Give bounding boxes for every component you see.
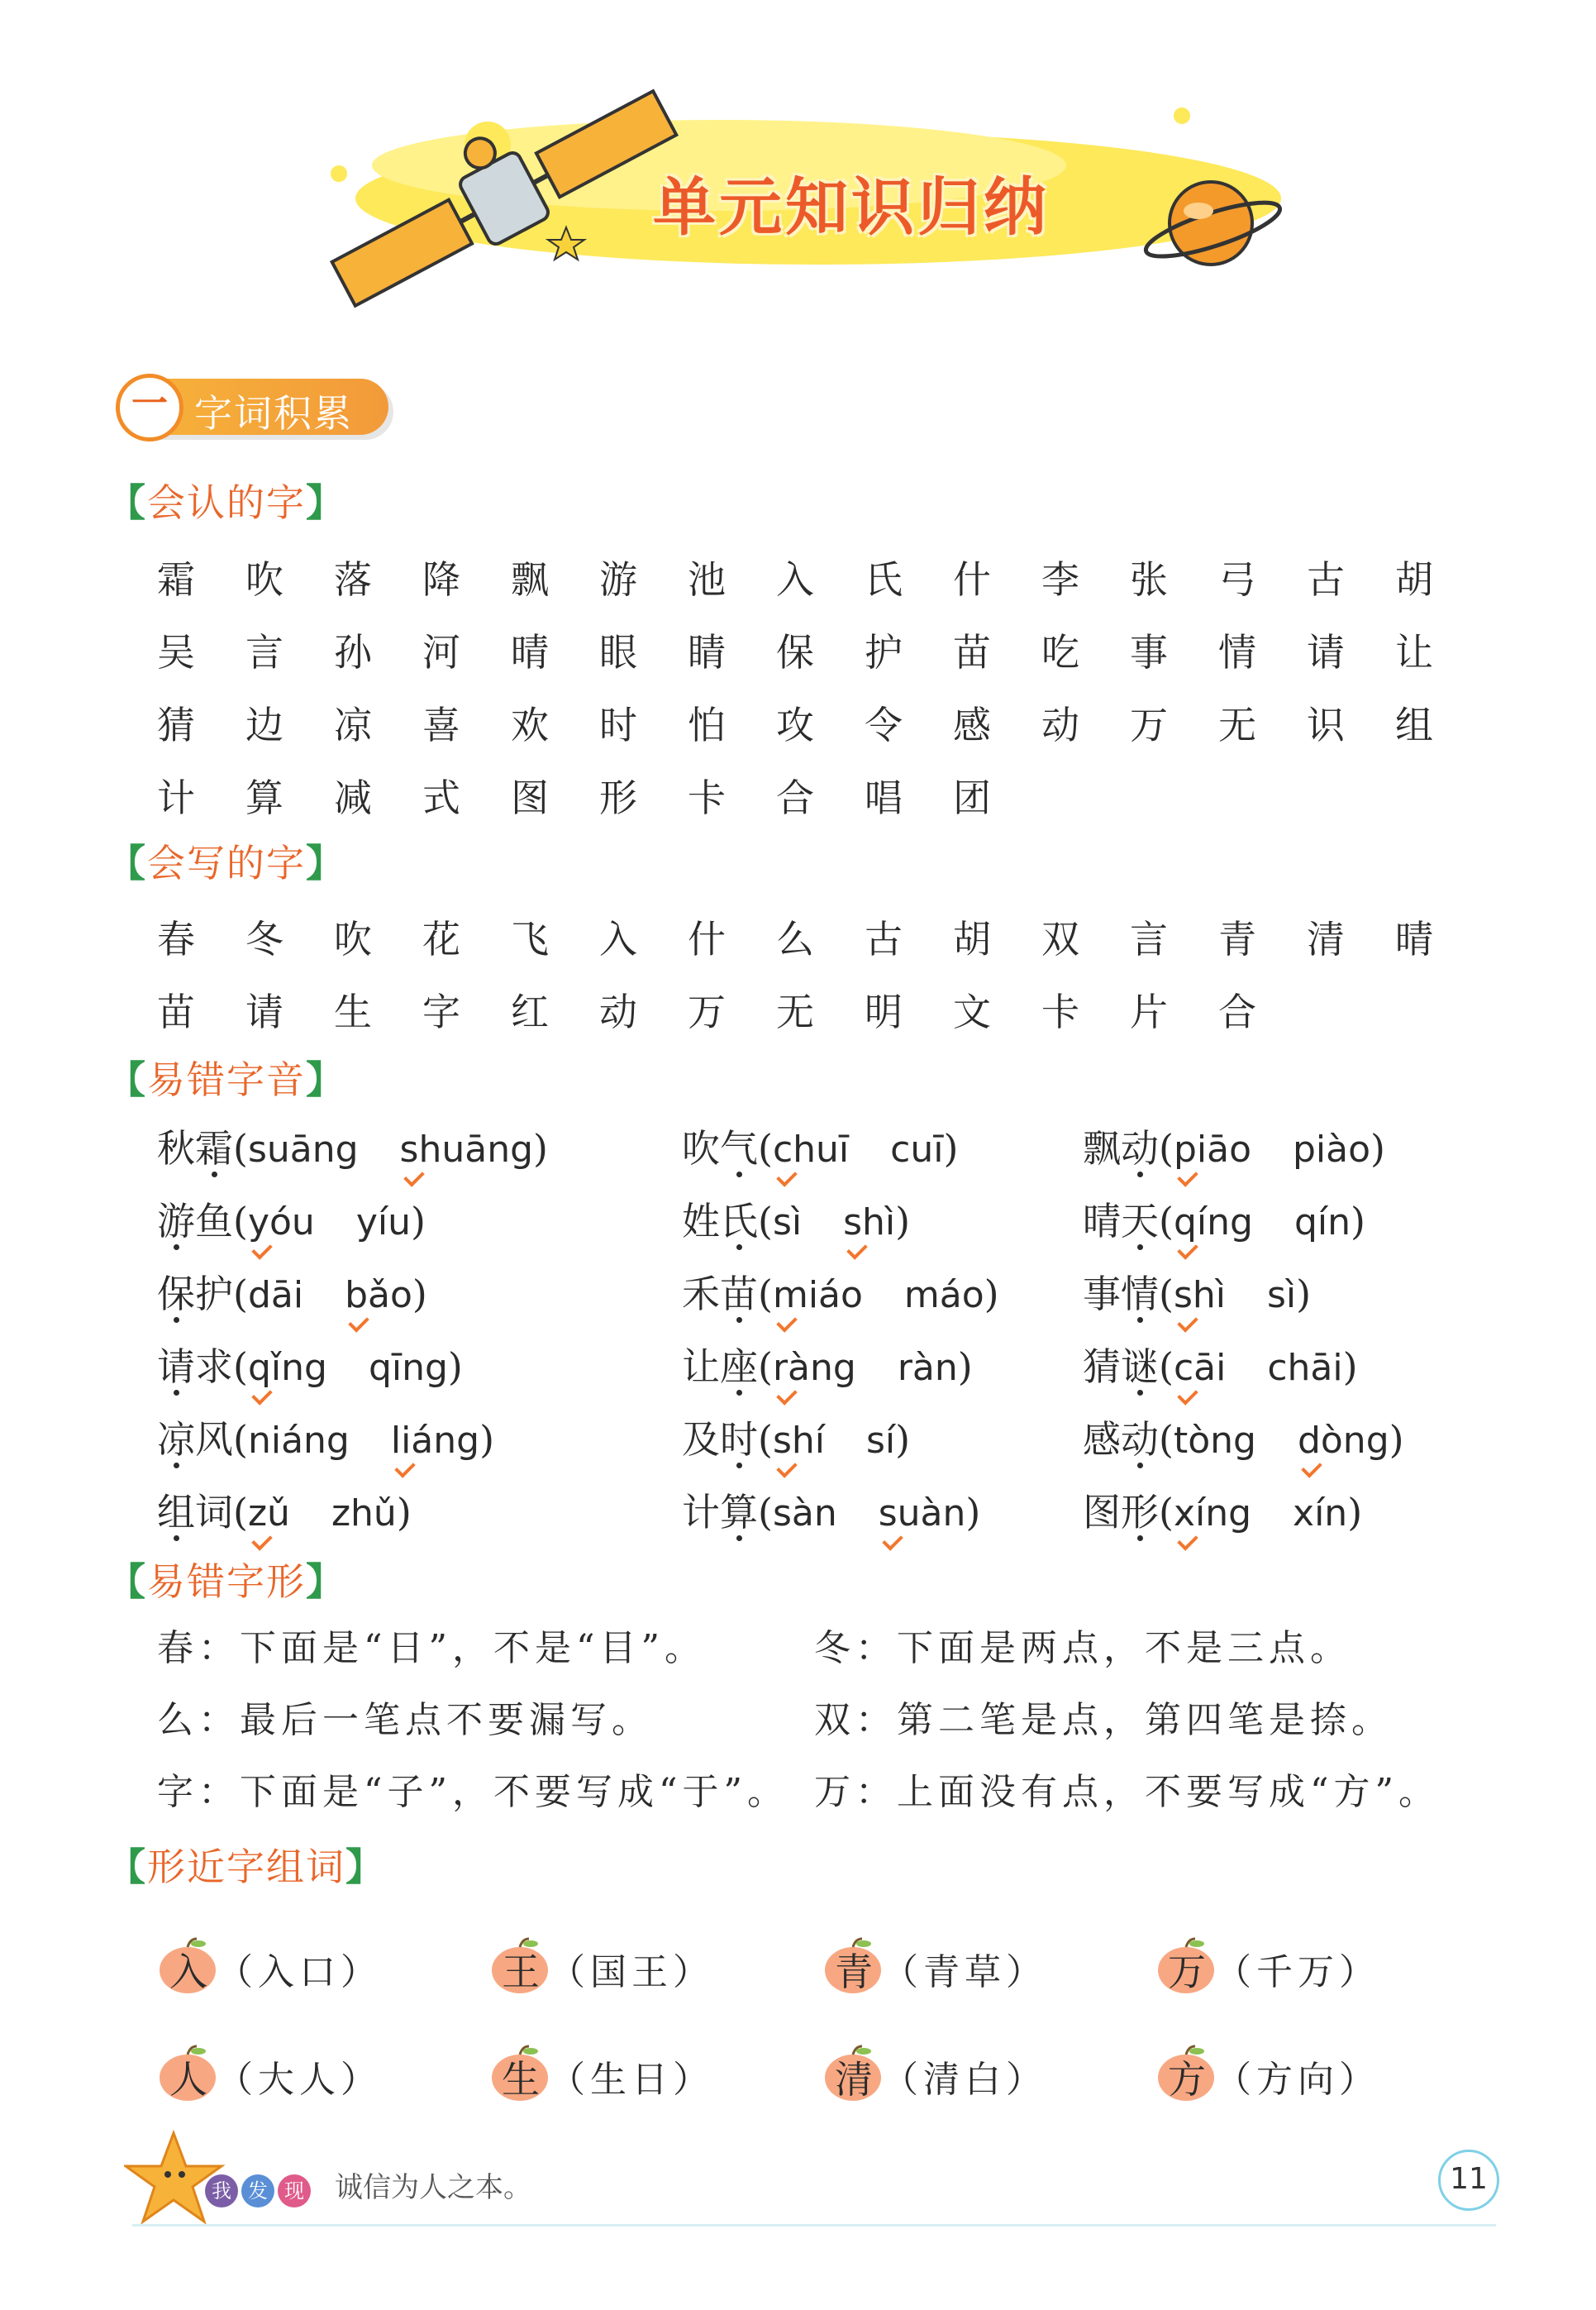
char-cell: 霜	[157, 557, 195, 602]
char-cell: 唱	[865, 776, 903, 820]
pron-char: 谜	[1121, 1344, 1159, 1389]
char-cell: 计	[157, 776, 195, 820]
pinyin-option-a: miáo	[772, 1274, 863, 1316]
discover-badge: 现	[278, 2174, 311, 2207]
pinyin-option-b: xín	[1293, 1492, 1348, 1534]
char-row	[157, 982, 1484, 1055]
similar-word: （清白）	[882, 2059, 1047, 2101]
pron-char: 鱼	[195, 1199, 233, 1243]
pron-word	[682, 1199, 758, 1243]
char-cell: 无	[776, 990, 814, 1034]
char-cell: 边	[245, 703, 283, 747]
char-cell: 落	[334, 557, 372, 602]
char-row	[157, 909, 1484, 982]
section-title: 字词积累	[194, 391, 353, 436]
char-cell: 晴	[1395, 917, 1433, 962]
pinyin-option-b: liáng	[390, 1420, 480, 1462]
char-cell: 片	[1130, 990, 1168, 1034]
footer-divider	[132, 2224, 1496, 2226]
pron-char: 算	[720, 1490, 758, 1534]
char-cell: 吴	[157, 630, 195, 675]
pron-char: 凉	[157, 1417, 195, 1462]
pronunciation-item: 保护(dāi bǎo)	[157, 1272, 427, 1316]
pinyin-option-a: yóu	[247, 1201, 315, 1243]
pron-char: 请	[157, 1344, 195, 1389]
char-cell: 池	[688, 557, 726, 602]
banner-title: 单元知识归纳	[653, 170, 1050, 244]
similar-char: 王	[502, 1950, 540, 1994]
pron-char: 护	[195, 1272, 233, 1316]
shape-note: 万：上面没有点，不要写成“方”。	[814, 1771, 1440, 1813]
pronunciation-item: 感动(tòng dòng)	[1083, 1417, 1404, 1462]
pron-char: 禾	[682, 1272, 720, 1316]
char-cell: 事	[1130, 630, 1168, 675]
char-cell: 冬	[245, 917, 283, 962]
similar-word: （入口）	[217, 1951, 382, 1993]
char-cell: 攻	[776, 703, 814, 747]
pron-word	[682, 1344, 758, 1389]
pron-char: 气	[720, 1126, 758, 1171]
pinyin-option-a: ràng	[772, 1347, 856, 1389]
shape-note: 么：最后一笔点不要漏写。	[157, 1699, 653, 1741]
pronunciation-item: 让座(ràng ràn)	[682, 1344, 973, 1389]
pron-char: 事	[1083, 1272, 1121, 1316]
pron-char: 风	[195, 1417, 233, 1462]
pron-char: 图	[1083, 1490, 1121, 1534]
char-row	[157, 550, 1484, 623]
pron-word	[682, 1417, 758, 1462]
char-cell: 什	[688, 917, 726, 962]
pinyin-option-a: niáng	[247, 1420, 350, 1462]
pron-word	[1083, 1272, 1159, 1316]
char-cell: 清	[1307, 917, 1345, 962]
char-cell: 苗	[953, 630, 991, 675]
subheading-text: 形近字组词	[147, 1845, 345, 1889]
pinyin-option-a: shí	[772, 1420, 825, 1462]
pinyin-option-a: tòng	[1173, 1420, 1256, 1462]
unit-banner	[289, 66, 1331, 314]
similar-char: 青	[835, 1950, 873, 1994]
pronunciation-item: 吹气(chuī cuī)	[682, 1126, 959, 1171]
pron-char: 猜	[1083, 1344, 1121, 1389]
char-cell: 明	[865, 990, 903, 1034]
write-grid	[157, 909, 1484, 1055]
char-cell: 图	[511, 776, 549, 820]
pinyin-option-b: qín	[1293, 1201, 1351, 1243]
char-cell: 欢	[511, 703, 549, 747]
char-row	[157, 768, 1484, 841]
pron-word	[682, 1272, 758, 1316]
pron-char: 苗	[720, 1272, 758, 1316]
discover-text: 诚信为人之本。	[335, 2171, 531, 2204]
pronunciation-item: 凉风(niáng liáng)	[157, 1417, 495, 1462]
char-cell: 晴	[511, 630, 549, 675]
char-cell: 识	[1307, 703, 1345, 747]
char-cell: 万	[1130, 703, 1168, 747]
char-cell: 孙	[334, 630, 372, 675]
subheading-text: 会认的字	[147, 480, 306, 525]
similar-word: （生日）	[549, 2059, 714, 2101]
char-cell: 弓	[1218, 557, 1256, 602]
char-cell: 入	[776, 557, 814, 602]
subheading-similar: 【形近字组词】	[107, 1845, 385, 1889]
char-cell: 飞	[511, 917, 549, 962]
char-cell: 式	[422, 776, 460, 820]
pinyin-option-a: qíng	[1173, 1201, 1253, 1243]
char-cell: 胡	[1395, 557, 1433, 602]
similar-word: （大人）	[217, 2059, 382, 2101]
char-cell: 吹	[334, 917, 372, 962]
pinyin-option-b: suàn	[878, 1492, 966, 1534]
recognize-grid	[157, 550, 1484, 841]
char-cell: 生	[334, 990, 372, 1034]
pron-char: 霜	[195, 1126, 233, 1171]
char-cell: 保	[776, 630, 814, 675]
pinyin-option-b: shuāng	[399, 1129, 534, 1171]
pinyin-option-b: chāi	[1267, 1347, 1343, 1389]
pinyin-option-a: sàn	[772, 1492, 837, 1534]
char-cell: 降	[422, 557, 460, 602]
char-cell: 算	[245, 776, 283, 820]
pinyin-option-b: yíu	[355, 1201, 411, 1243]
char-cell: 让	[1395, 630, 1433, 675]
pronunciation-item: 及时(shí sí)	[682, 1417, 911, 1462]
pron-word	[682, 1126, 758, 1171]
pron-char: 秋	[157, 1126, 195, 1171]
subheading-write: 【会写的字】	[107, 841, 345, 885]
pron-word	[157, 1344, 233, 1389]
char-row	[157, 623, 1484, 695]
char-cell: 氏	[865, 557, 903, 602]
similar-char: 人	[169, 2057, 207, 2102]
char-cell: 游	[599, 557, 637, 602]
similar-char: 生	[502, 2057, 540, 2102]
char-cell: 卡	[1041, 990, 1079, 1034]
similar-word: （青草）	[882, 1951, 1047, 1993]
char-cell: 吹	[245, 557, 283, 602]
pronunciation-item: 游鱼(yóu yíu)	[157, 1199, 426, 1243]
pron-char: 组	[157, 1490, 195, 1534]
pinyin-option-b: shì	[843, 1201, 896, 1243]
similar-char: 入	[169, 1950, 207, 1994]
pron-char: 情	[1121, 1272, 1159, 1316]
char-cell: 双	[1041, 917, 1079, 962]
discover-label	[205, 2174, 314, 2207]
pron-char: 天	[1121, 1199, 1159, 1243]
pron-char: 保	[157, 1272, 195, 1316]
pronunciation-item: 事情(shì sì)	[1083, 1272, 1312, 1316]
pron-char: 氏	[720, 1199, 758, 1243]
char-cell: 请	[245, 990, 283, 1034]
pron-word	[1083, 1490, 1159, 1534]
char-cell: 河	[422, 630, 460, 675]
char-cell: 李	[1041, 557, 1079, 602]
pinyin-option-a: cāi	[1173, 1347, 1227, 1389]
pron-word	[157, 1272, 233, 1316]
similar-word: （方向）	[1215, 2059, 1380, 2101]
pron-word	[1083, 1344, 1159, 1389]
char-cell: 言	[245, 630, 283, 675]
pinyin-option-b: cuī	[890, 1129, 944, 1171]
char-cell: 护	[865, 630, 903, 675]
pinyin-option-a: sì	[772, 1201, 803, 1243]
pron-word	[157, 1417, 233, 1462]
similar-word: （国王）	[549, 1951, 714, 1993]
pron-word	[157, 1490, 233, 1534]
char-cell: 眼	[599, 630, 637, 675]
char-cell: 时	[599, 703, 637, 747]
pronunciation-item: 组词(zǔ zhǔ)	[157, 1490, 412, 1534]
pronunciation-item: 飘动(piāo piào)	[1083, 1126, 1385, 1171]
char-cell: 合	[1218, 990, 1256, 1034]
subheading-shape: 【易错字形】	[107, 1559, 345, 1604]
char-cell: 凉	[334, 703, 372, 747]
pinyin-option-b: máo	[903, 1274, 984, 1316]
section-heading	[116, 374, 397, 440]
char-cell: 飘	[511, 557, 549, 602]
subheading-text: 易错字形	[147, 1559, 306, 1604]
char-cell: 团	[953, 776, 991, 820]
similar-char: 方	[1168, 2057, 1206, 2102]
pron-char: 游	[157, 1199, 195, 1243]
pron-char: 动	[1121, 1126, 1159, 1171]
pinyin-option-a: piāo	[1173, 1129, 1251, 1171]
pron-char: 动	[1121, 1417, 1159, 1462]
similar-word: （千万）	[1215, 1951, 1380, 1993]
char-cell: 无	[1218, 703, 1256, 747]
pron-word	[1083, 1199, 1159, 1243]
char-cell: 组	[1395, 703, 1433, 747]
char-cell: 情	[1218, 630, 1256, 675]
pron-char: 时	[720, 1417, 758, 1462]
section-number: 一	[116, 374, 183, 441]
pron-word	[682, 1490, 758, 1534]
char-cell: 动	[599, 990, 637, 1034]
pron-char: 感	[1083, 1417, 1121, 1462]
pron-char: 飘	[1083, 1126, 1121, 1171]
pron-char: 求	[195, 1344, 233, 1389]
pron-char: 座	[720, 1344, 758, 1389]
pronunciation-item: 禾苗(miáo máo)	[682, 1272, 999, 1316]
shape-note: 字：下面是“子”，不要写成“于”。	[157, 1771, 788, 1813]
pronunciation-item: 晴天(qíng qín)	[1083, 1199, 1365, 1243]
char-cell: 令	[865, 703, 903, 747]
char-cell: 请	[1307, 630, 1345, 675]
pinyin-option-b: ràn	[897, 1347, 958, 1389]
similar-char: 清	[835, 2057, 873, 2102]
char-cell: 形	[599, 776, 637, 820]
char-cell: 入	[599, 917, 637, 962]
pron-char: 让	[682, 1344, 720, 1389]
pron-word	[157, 1126, 233, 1171]
char-cell: 古	[1307, 557, 1345, 602]
char-cell: 古	[865, 917, 903, 962]
char-cell: 张	[1130, 557, 1168, 602]
char-cell: 感	[953, 703, 991, 747]
pronunciation-item: 猜谜(cāi chāi)	[1083, 1344, 1358, 1389]
pron-char: 姓	[682, 1199, 720, 1243]
subheading-text: 会写的字	[147, 841, 306, 885]
char-cell: 春	[157, 917, 195, 962]
char-cell: 吃	[1041, 630, 1079, 675]
pinyin-option-a: zǔ	[247, 1492, 290, 1534]
subheading-recognize: 【会认的字】	[107, 480, 345, 525]
pron-char: 及	[682, 1417, 720, 1462]
char-cell: 花	[422, 917, 460, 962]
char-cell: 减	[334, 776, 372, 820]
char-cell: 卡	[688, 776, 726, 820]
pinyin-option-b: sì	[1267, 1274, 1297, 1316]
char-cell: 么	[776, 917, 814, 962]
char-cell: 文	[953, 990, 991, 1034]
char-cell: 万	[688, 990, 726, 1034]
shape-note: 双：第二笔是点，第四笔是捺。	[814, 1699, 1393, 1741]
subheading-text: 易错字音	[147, 1057, 306, 1102]
char-cell: 言	[1130, 917, 1168, 962]
pinyin-option-b: bǎo	[345, 1274, 412, 1316]
pinyin-option-a: shì	[1173, 1274, 1226, 1316]
pinyin-option-a: qǐng	[247, 1347, 327, 1389]
char-cell: 什	[953, 557, 991, 602]
char-cell: 字	[422, 990, 460, 1034]
page-number: 11	[1438, 2150, 1499, 2211]
pronunciation-item: 姓氏(sì shì)	[682, 1199, 911, 1243]
char-cell: 胡	[953, 917, 991, 962]
discover-badge: 我	[205, 2174, 238, 2207]
char-cell: 青	[1218, 917, 1256, 962]
pinyin-option-b: zhǔ	[331, 1492, 397, 1534]
pron-word	[157, 1199, 233, 1243]
shape-note: 春：下面是“日”，不是“目”。	[157, 1627, 706, 1669]
char-cell: 红	[511, 990, 549, 1034]
pron-char: 形	[1121, 1490, 1159, 1534]
pron-char: 吹	[682, 1126, 720, 1171]
pron-char: 晴	[1083, 1199, 1121, 1243]
char-cell: 合	[776, 776, 814, 820]
pinyin-option-a: xíng	[1173, 1492, 1252, 1534]
shape-note: 冬：下面是两点，不是三点。	[814, 1627, 1351, 1669]
char-cell: 动	[1041, 703, 1079, 747]
char-row	[157, 695, 1484, 768]
pinyin-option-b: qīng	[368, 1347, 448, 1389]
similar-char: 万	[1168, 1950, 1206, 1994]
pron-char: 词	[195, 1490, 233, 1534]
pron-word	[1083, 1417, 1159, 1462]
pinyin-option-a: suāng	[247, 1129, 359, 1171]
pron-word	[1083, 1126, 1159, 1171]
pinyin-option-b: piào	[1293, 1129, 1371, 1171]
pron-char: 计	[682, 1490, 720, 1534]
pinyin-option-b: sí	[866, 1420, 896, 1462]
char-cell: 猜	[157, 703, 195, 747]
char-cell: 睛	[688, 630, 726, 675]
pinyin-option-b: dòng	[1297, 1420, 1389, 1462]
pronunciation-item: 秋霜(suāng shuāng)	[157, 1126, 548, 1171]
char-cell: 喜	[422, 703, 460, 747]
pronunciation-item: 图形(xíng xín)	[1083, 1490, 1363, 1534]
discover-badge: 发	[241, 2174, 274, 2207]
subheading-pronunciation: 【易错字音】	[107, 1057, 345, 1102]
char-cell: 怕	[688, 703, 726, 747]
char-cell: 苗	[157, 990, 195, 1034]
pronunciation-item: 请求(qǐng qīng)	[157, 1344, 463, 1389]
pinyin-option-a: dāi	[247, 1274, 304, 1316]
pronunciation-item: 计算(sàn suàn)	[682, 1490, 981, 1534]
pinyin-option-a: chuī	[772, 1129, 850, 1171]
